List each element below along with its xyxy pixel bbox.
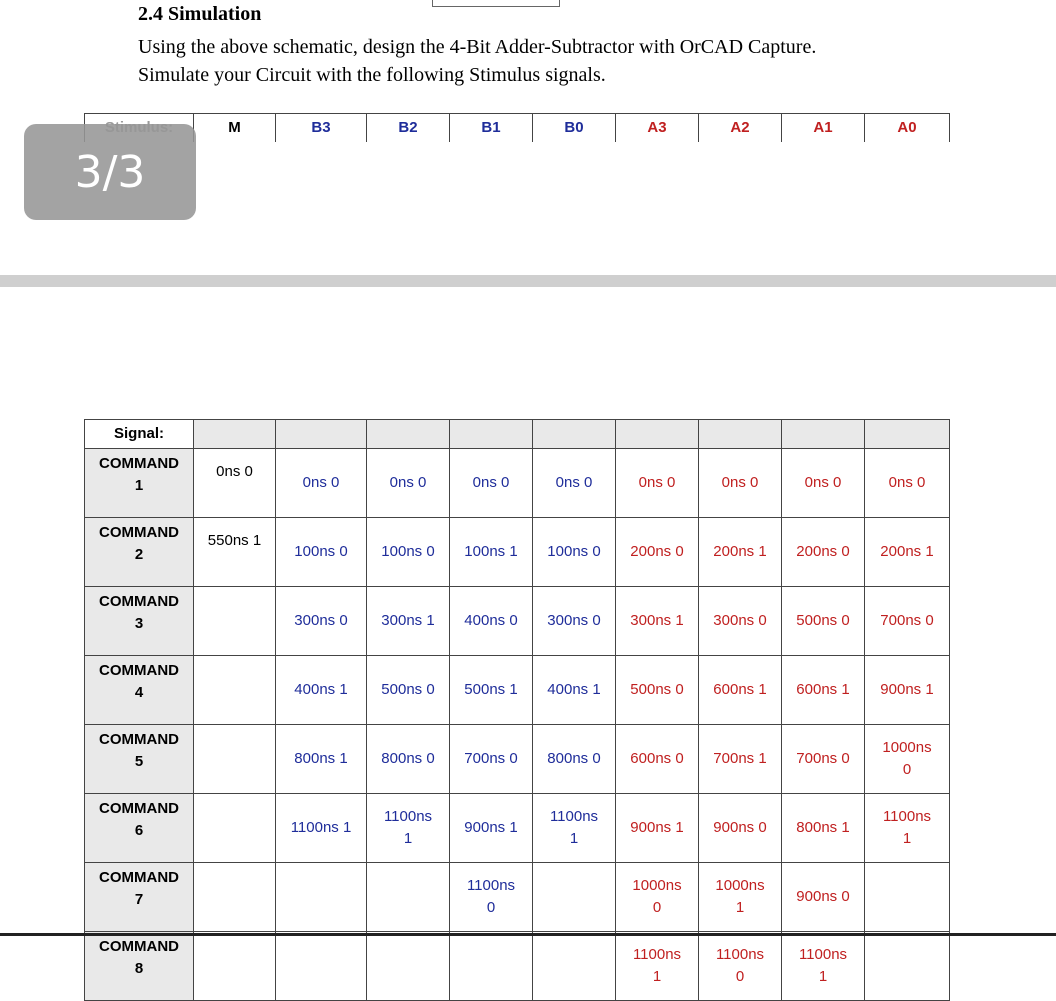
cell-line: 0 bbox=[486, 899, 496, 916]
cell-m bbox=[194, 794, 276, 863]
header-col-m: M bbox=[194, 114, 276, 143]
command-label-line: COMMAND bbox=[99, 800, 179, 817]
cell-line: 1100ns bbox=[549, 808, 599, 825]
page-indicator-badge: 3/3 bbox=[24, 124, 196, 220]
cell-line: 300ns 0 bbox=[547, 612, 601, 629]
command-label bbox=[85, 932, 194, 1001]
cell-line: 700ns 0 bbox=[796, 750, 850, 767]
section-paragraph bbox=[138, 33, 938, 89]
cell-a0 bbox=[865, 725, 950, 794]
cell-a2 bbox=[699, 863, 782, 932]
cell-b2 bbox=[367, 725, 450, 794]
command-label-line: 4 bbox=[134, 684, 144, 701]
command-label-line: COMMAND bbox=[99, 662, 179, 679]
cell-b2 bbox=[367, 656, 450, 725]
blank-header-cell bbox=[194, 420, 276, 449]
command-label-line: COMMAND bbox=[99, 731, 179, 748]
cell-a2 bbox=[699, 449, 782, 518]
cell-line: 300ns 0 bbox=[294, 612, 348, 629]
cell-line: 200ns 1 bbox=[880, 543, 934, 560]
cell-a3 bbox=[616, 794, 699, 863]
cell-b3 bbox=[276, 863, 367, 932]
cell-line: 400ns 0 bbox=[464, 612, 518, 629]
cell-m bbox=[194, 932, 276, 1001]
cell-b1 bbox=[450, 587, 533, 656]
cell-b1 bbox=[450, 863, 533, 932]
table-row bbox=[85, 518, 950, 587]
cell-line: 900ns 1 bbox=[630, 819, 684, 836]
cell-b3 bbox=[276, 587, 367, 656]
cell-line: 0ns 0 bbox=[472, 474, 510, 491]
paragraph-line-2: Simulate your Circuit with the following Stimulus signals. bbox=[138, 64, 606, 86]
cell-b3 bbox=[276, 449, 367, 518]
cell-m bbox=[194, 656, 276, 725]
cell-line: 0ns 0 bbox=[721, 474, 759, 491]
cell-a1 bbox=[782, 656, 865, 725]
cell-line: 700ns 1 bbox=[713, 750, 767, 767]
blank-header-cell bbox=[865, 420, 950, 449]
cell-line: 500ns 1 bbox=[464, 681, 518, 698]
cell-a0 bbox=[865, 932, 950, 1001]
cell-line: 100ns 0 bbox=[294, 543, 348, 560]
cell-line: 0 bbox=[902, 761, 912, 778]
cell-line: 1 bbox=[902, 830, 912, 847]
page-separator bbox=[0, 275, 1056, 287]
cell-line: 0 bbox=[735, 968, 745, 985]
header-col-a0: A0 bbox=[865, 114, 950, 143]
cell-a3 bbox=[616, 656, 699, 725]
cell-line: 1100ns 1 bbox=[290, 819, 352, 836]
cell-line: 500ns 0 bbox=[796, 612, 850, 629]
cell-b0 bbox=[533, 449, 616, 518]
table-row bbox=[85, 932, 950, 1001]
blank-header-cell bbox=[782, 420, 865, 449]
cell-line: 100ns 0 bbox=[381, 543, 435, 560]
cell-line: 300ns 1 bbox=[630, 612, 684, 629]
top-box-fragment bbox=[432, 0, 560, 7]
cell-a1 bbox=[782, 794, 865, 863]
header-col-a1: A1 bbox=[782, 114, 865, 143]
cell-line: 600ns 1 bbox=[713, 681, 767, 698]
table-row bbox=[85, 863, 950, 932]
cell-line: 300ns 1 bbox=[381, 612, 435, 629]
cell-a0 bbox=[865, 587, 950, 656]
cell-line: 800ns 0 bbox=[547, 750, 601, 767]
cell-a2 bbox=[699, 725, 782, 794]
header-col-a2: A2 bbox=[699, 114, 782, 143]
cell-b3 bbox=[276, 794, 367, 863]
header-col-a3: A3 bbox=[616, 114, 699, 143]
cell-line: 1 bbox=[569, 830, 579, 847]
command-label bbox=[85, 725, 194, 794]
cell-a1 bbox=[782, 518, 865, 587]
cell-line: 200ns 0 bbox=[796, 543, 850, 560]
cell-a0 bbox=[865, 449, 950, 518]
cell-line: 1100ns bbox=[798, 946, 848, 963]
cell-line: 0ns 0 bbox=[804, 474, 842, 491]
table-row bbox=[85, 656, 950, 725]
cell-b0 bbox=[533, 518, 616, 587]
command-label-line: COMMAND bbox=[99, 524, 179, 541]
blank-header-cell bbox=[276, 420, 367, 449]
cell-a2 bbox=[699, 518, 782, 587]
table-row bbox=[85, 587, 950, 656]
command-label-line: 1 bbox=[134, 477, 144, 494]
cell-b2 bbox=[367, 863, 450, 932]
cell-line: 1100ns bbox=[466, 877, 516, 894]
cell-m: 0ns 0 bbox=[194, 449, 276, 518]
table-row bbox=[85, 794, 950, 863]
command-label-line: 2 bbox=[134, 546, 144, 563]
cell-b0 bbox=[533, 932, 616, 1001]
paragraph-line-1: Using the above schematic, design the 4-Bit Adder-Subtractor with OrCAD Capture. bbox=[138, 36, 817, 58]
cell-line: 800ns 0 bbox=[381, 750, 435, 767]
cell-line: 1 bbox=[403, 830, 413, 847]
cell-a1 bbox=[782, 863, 865, 932]
cell-a3 bbox=[616, 725, 699, 794]
header-col-b2: B2 bbox=[367, 114, 450, 143]
table-row bbox=[85, 449, 950, 518]
blank-header-cell bbox=[616, 420, 699, 449]
cell-line: 700ns 0 bbox=[880, 612, 934, 629]
cell-a2 bbox=[699, 587, 782, 656]
cell-b1 bbox=[450, 725, 533, 794]
cell-line: 900ns 1 bbox=[880, 681, 934, 698]
cell-line: 0 bbox=[652, 899, 662, 916]
cell-line: 100ns 1 bbox=[464, 543, 518, 560]
blank-header-cell bbox=[450, 420, 533, 449]
command-label-line: COMMAND bbox=[99, 869, 179, 886]
cell-line: 1100ns bbox=[383, 808, 433, 825]
command-label-line: 3 bbox=[134, 615, 144, 632]
cell-line: 500ns 0 bbox=[381, 681, 435, 698]
cell-line: 300ns 0 bbox=[713, 612, 767, 629]
bottom-border-line bbox=[0, 933, 1056, 936]
cell-line: 900ns 0 bbox=[713, 819, 767, 836]
cell-a3 bbox=[616, 518, 699, 587]
cell-line: 0ns 0 bbox=[302, 474, 340, 491]
cell-a1 bbox=[782, 932, 865, 1001]
cell-b2 bbox=[367, 587, 450, 656]
cell-line: 200ns 0 bbox=[630, 543, 684, 560]
cell-a2 bbox=[699, 656, 782, 725]
section-title: 2.4 Simulation bbox=[138, 3, 262, 25]
cell-line: 800ns 1 bbox=[294, 750, 348, 767]
command-label bbox=[85, 863, 194, 932]
cell-line: 1 bbox=[735, 899, 745, 916]
cell-line: 0ns 0 bbox=[389, 474, 427, 491]
cell-b0 bbox=[533, 587, 616, 656]
command-label-line: 8 bbox=[134, 960, 144, 977]
cell-m bbox=[194, 725, 276, 794]
cell-a2 bbox=[699, 794, 782, 863]
blank-header-cell bbox=[367, 420, 450, 449]
cell-a3 bbox=[616, 449, 699, 518]
cell-line: 1000ns bbox=[632, 877, 682, 894]
cell-line: 0ns 0 bbox=[555, 474, 593, 491]
cell-a2 bbox=[699, 932, 782, 1001]
cell-line: 0ns 0 bbox=[888, 474, 926, 491]
cell-b0 bbox=[533, 656, 616, 725]
cell-line: 0ns 0 bbox=[638, 474, 676, 491]
cell-line: 1100ns bbox=[715, 946, 765, 963]
cell-line: 600ns 1 bbox=[796, 681, 850, 698]
signal-data-table bbox=[84, 419, 950, 1001]
header-col-b3: B3 bbox=[276, 114, 367, 143]
command-label bbox=[85, 794, 194, 863]
cell-line: 1 bbox=[818, 968, 828, 985]
cell-a1 bbox=[782, 725, 865, 794]
cell-line: 1000ns bbox=[715, 877, 765, 894]
cell-line: 500ns 0 bbox=[630, 681, 684, 698]
cell-b3 bbox=[276, 725, 367, 794]
cell-a0 bbox=[865, 518, 950, 587]
cell-b1 bbox=[450, 518, 533, 587]
header-col-b1: B1 bbox=[450, 114, 533, 143]
cell-b2 bbox=[367, 518, 450, 587]
command-label-line: 5 bbox=[134, 753, 144, 770]
command-label-line: 7 bbox=[134, 891, 144, 908]
cell-line: 700ns 0 bbox=[464, 750, 518, 767]
cell-line: 600ns 0 bbox=[630, 750, 684, 767]
cell-m: 550ns 1 bbox=[194, 518, 276, 587]
cell-a0 bbox=[865, 656, 950, 725]
command-label bbox=[85, 449, 194, 518]
command-label-line: 6 bbox=[134, 822, 144, 839]
cell-m bbox=[194, 587, 276, 656]
cell-b3 bbox=[276, 932, 367, 1001]
cell-a3 bbox=[616, 587, 699, 656]
cell-line: 400ns 1 bbox=[547, 681, 601, 698]
command-label bbox=[85, 656, 194, 725]
cell-a1 bbox=[782, 587, 865, 656]
cell-b1 bbox=[450, 794, 533, 863]
cell-b0 bbox=[533, 725, 616, 794]
cell-b2 bbox=[367, 794, 450, 863]
cell-b1 bbox=[450, 932, 533, 1001]
blank-header-cell bbox=[533, 420, 616, 449]
cell-line: 1100ns bbox=[632, 946, 682, 963]
cell-b0 bbox=[533, 863, 616, 932]
cell-a3 bbox=[616, 932, 699, 1001]
cell-b0 bbox=[533, 794, 616, 863]
cell-b2 bbox=[367, 449, 450, 518]
stimulus-header-table bbox=[84, 113, 950, 142]
cell-b3 bbox=[276, 518, 367, 587]
cell-b3 bbox=[276, 656, 367, 725]
cell-a0 bbox=[865, 863, 950, 932]
cell-line: 100ns 0 bbox=[547, 543, 601, 560]
cell-a0 bbox=[865, 794, 950, 863]
cell-line: 1000ns bbox=[882, 739, 932, 756]
command-label bbox=[85, 587, 194, 656]
command-label bbox=[85, 518, 194, 587]
cell-b1 bbox=[450, 449, 533, 518]
cell-line: 1100ns bbox=[882, 808, 932, 825]
cell-line: 900ns 0 bbox=[796, 888, 850, 905]
cell-line: 1 bbox=[652, 968, 662, 985]
cell-b1 bbox=[450, 656, 533, 725]
cell-m bbox=[194, 863, 276, 932]
command-label-line: COMMAND bbox=[99, 938, 179, 955]
signal-header-row bbox=[85, 420, 950, 449]
cell-line: 800ns 1 bbox=[796, 819, 850, 836]
cell-a3 bbox=[616, 863, 699, 932]
cell-line: 900ns 1 bbox=[464, 819, 518, 836]
cell-a1 bbox=[782, 449, 865, 518]
header-col-b0: B0 bbox=[533, 114, 616, 143]
command-label-line: COMMAND bbox=[99, 455, 179, 472]
cell-line: 400ns 1 bbox=[294, 681, 348, 698]
signal-label: Signal: bbox=[85, 420, 194, 449]
blank-header-cell bbox=[699, 420, 782, 449]
command-label-line: COMMAND bbox=[99, 593, 179, 610]
table-row bbox=[85, 725, 950, 794]
cell-line: 200ns 1 bbox=[713, 543, 767, 560]
cell-b2 bbox=[367, 932, 450, 1001]
